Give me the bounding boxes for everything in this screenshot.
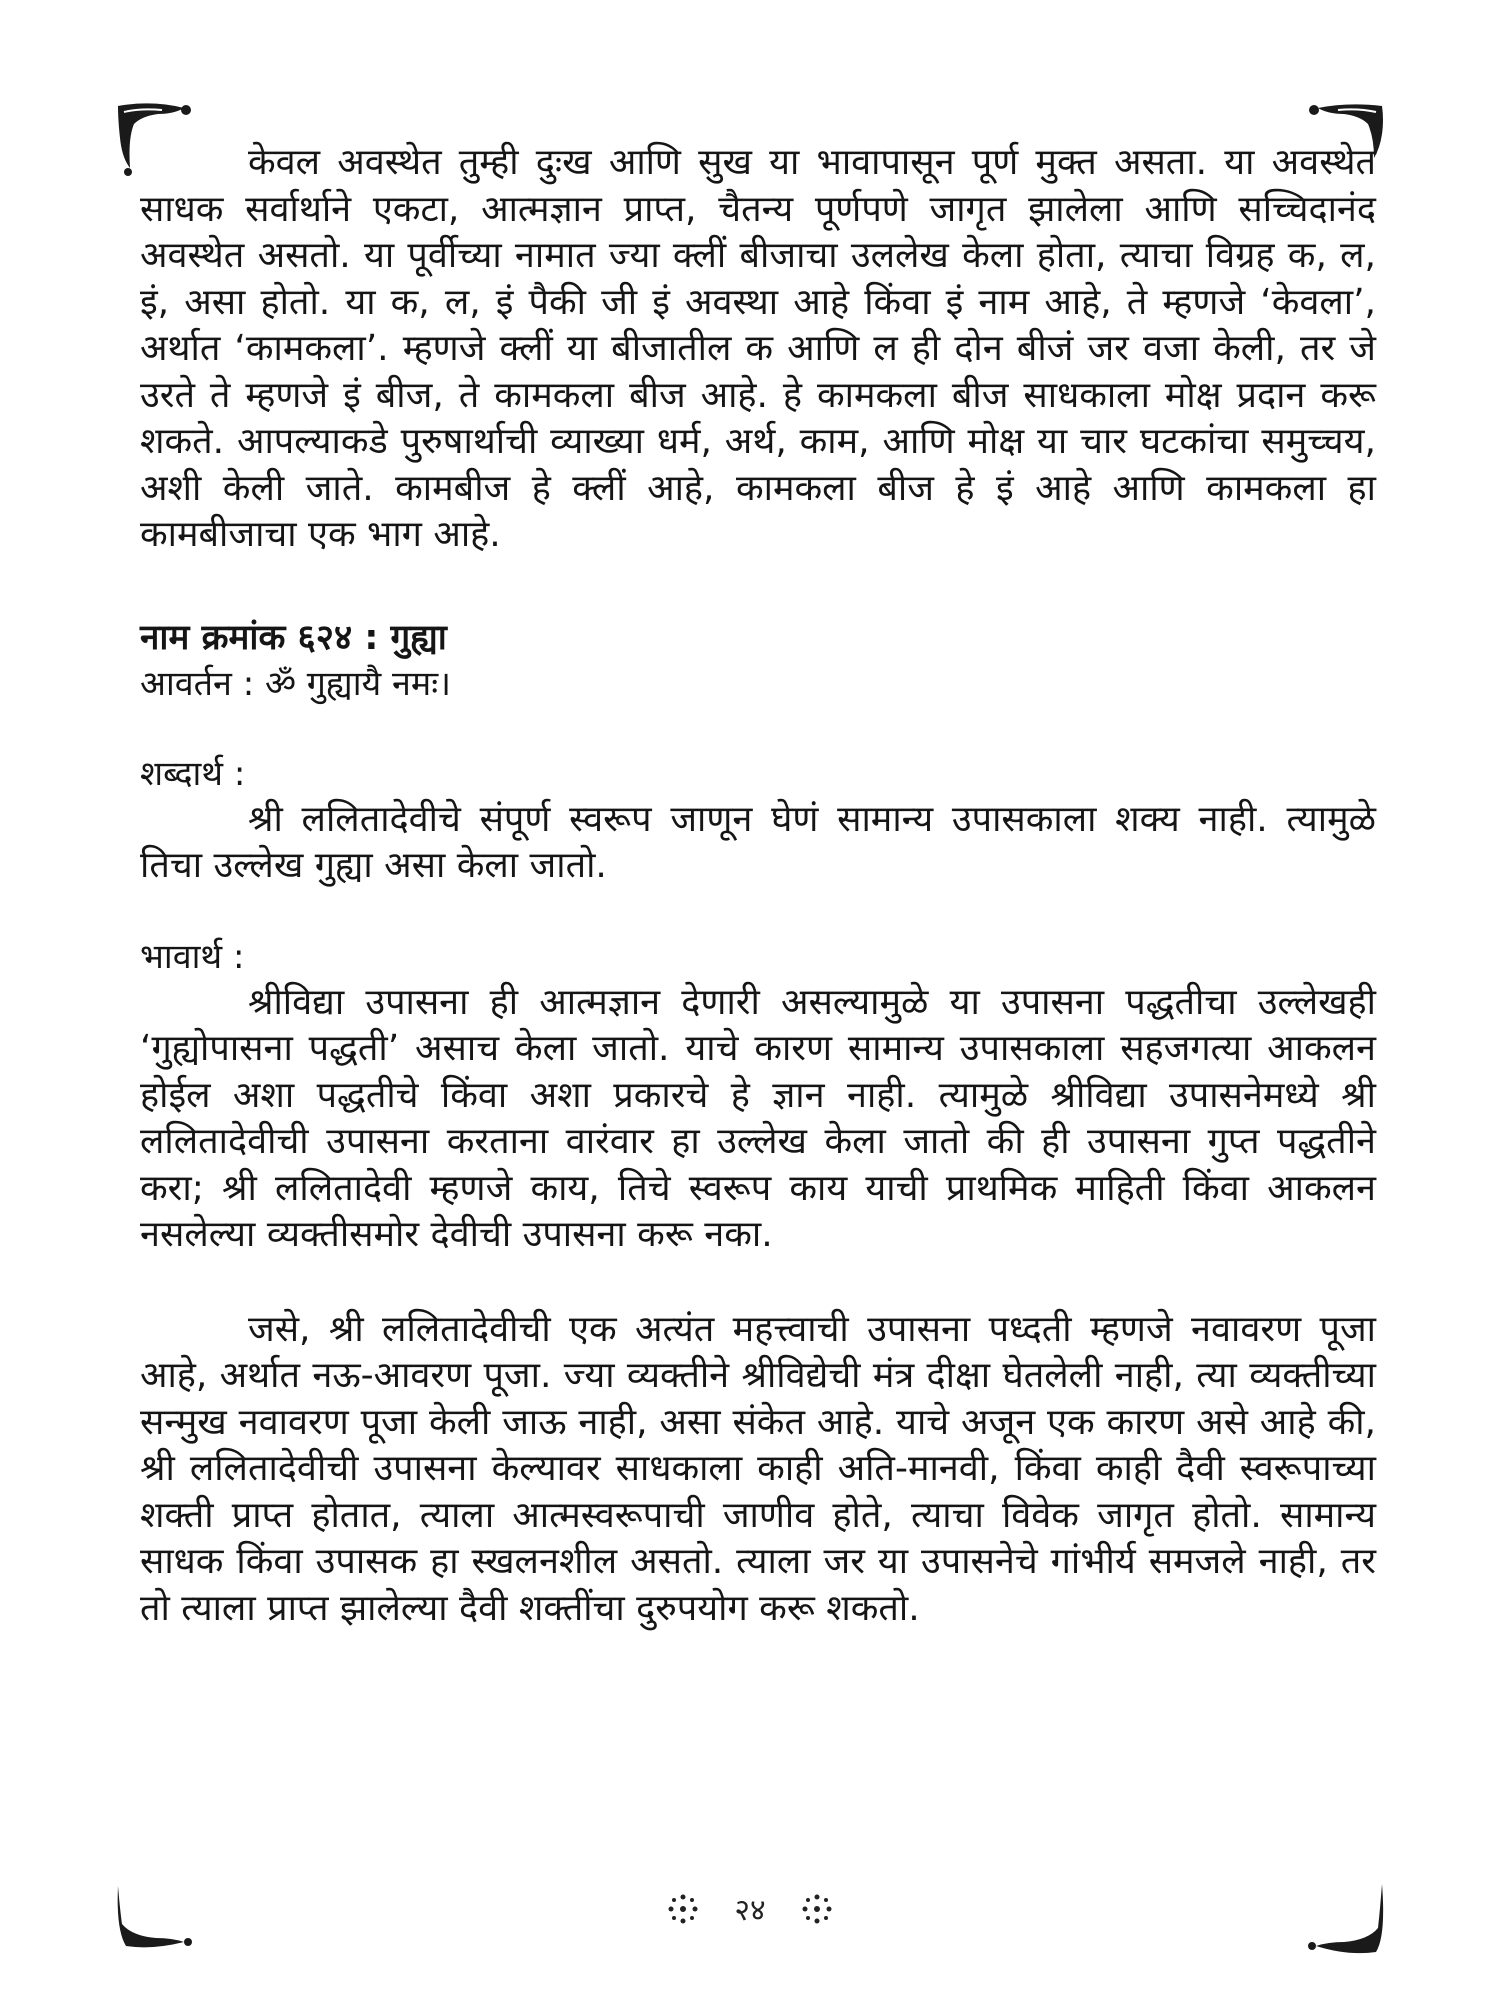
bhavarth-paragraph-1: श्रीविद्या उपासना ही आत्मज्ञान देणारी असल्यामुळे या उपासना पद्धतीचा उल्लेखही ‘गुह्योपासना पद्धती’ असाच केला जातो. याचे कारण सामान्य उपासकाला सहजगत्या आकलन होईल अशा पद्धतीचे किंवा अशा प्रकारचे हे ज्ञान नाही. त्यामुळे श्रीविद्या उपासनेमध्ये श्री ललितादेवीची उपासना करताना वारंवार हा उल्लेख केला जातो की ही उपासना गुप्त पद्धतीने करा; श्री ललितादेवी म्हणजे काय, तिचे स्वरूप काय याची प्राथमिक माहिती किंवा आकलन नसलेल्या व्यक्तीसमोर देवीची उपासना करू नका. <box>140 981 1376 1255</box>
footer-ornament-right-icon <box>797 1889 837 1929</box>
bhavarth-paragraph-2: जसे, श्री ललितादेवीची एक अत्यंत महत्त्वाची उपासना पध्दती म्हणजे नवावरण पूजा आहे, अर्थात नऊ-आवरण पूजा. ज्या व्यक्तीने श्रीविद्येची मंत्र दीक्षा घेतलेली नाही, त्या व्यक्तीच्या सन्मुख नवावरण पूजा केली जाऊ नाही, असा संकेत आहे. याचे अजून एक कारण असे आहे की, श्री ललितादेवीची उपासना केल्यावर साधकाला काही अति-मानवी, किंवा काही दैवी स्वरूपाच्या शक्ती प्राप्त होतात, त्याला आत्मस्वरूपाची जाणीव होते, त्याचा विवेक जागृत होतो. सामान्य साधक किंवा उपासक हा स्खलनशील असतो. त्याला जर या उपासनेचे गांभीर्य समजले नाही, तर तो त्याला प्राप्त झालेल्या दैवी शक्तींचा दुरुपयोग करू शकतो. <box>140 1308 1376 1629</box>
avartan-line: आवर्तन : ॐ गुह्यायै नमः। <box>140 663 451 704</box>
shabdarth-text: श्री ललितादेवीचे संपूर्ण स्वरूप जाणून घेणं सामान्य उपासकाला शक्य नाही. त्यामुळे तिचा उल्लेख गुह्या असा केला जातो. <box>140 798 1376 886</box>
footer-ornament-left-icon <box>663 1889 703 1929</box>
page-footer <box>0 1888 1500 1929</box>
paragraph-keval-avastha: केवल अवस्थेत तुम्ही दुःख आणि सुख या भावापासून पूर्ण मुक्त असता. या अवस्थेत साधक सर्वार्थाने एकटा, आत्मज्ञान प्राप्त, चैतन्य पूर्णपणे जागृत झालेला आणि सच्चिदानंद अवस्थेत असतो. या पूर्वीच्या नामात ज्या क्लीं बीजाचा उललेख केला होता, त्याचा विग्रह क, ल, इं, असा होतो. या क, ल, इं पैकी जी इं अवस्था आहे किंवा इं नाम आहे, ते म्हणजे ‘केवला’, अर्थात ‘कामकला’. म्हणजे क्लीं या बीजातील क आणि ल ही दोन बीजं जर वजा केली, तर जे उरते ते म्हणजे इं बीज, ते कामकला बीज आहे. हे कामकला बीज साधकाला मोक्ष प्रदान करू शकते. आपल्याकडे पुरुषार्थाची व्याख्या धर्म, अर्थ, काम, आणि मोक्ष या चार घटकांचा समुच्चय, अशी केली जाते. कामबीज हे क्लीं आहे, कामकला बीज हे इं आहे आणि कामकला हा कामबीजाचा एक भाग आहे. <box>140 142 1376 555</box>
bhavarth-label: भावार्थ : <box>140 936 245 977</box>
shabdarth-label: शब्दार्थ : <box>140 753 246 794</box>
page-content <box>140 140 1376 1632</box>
name-heading: नाम क्रमांक ६२४ : गुह्या <box>140 617 447 658</box>
page-number: २४ <box>734 1893 766 1928</box>
